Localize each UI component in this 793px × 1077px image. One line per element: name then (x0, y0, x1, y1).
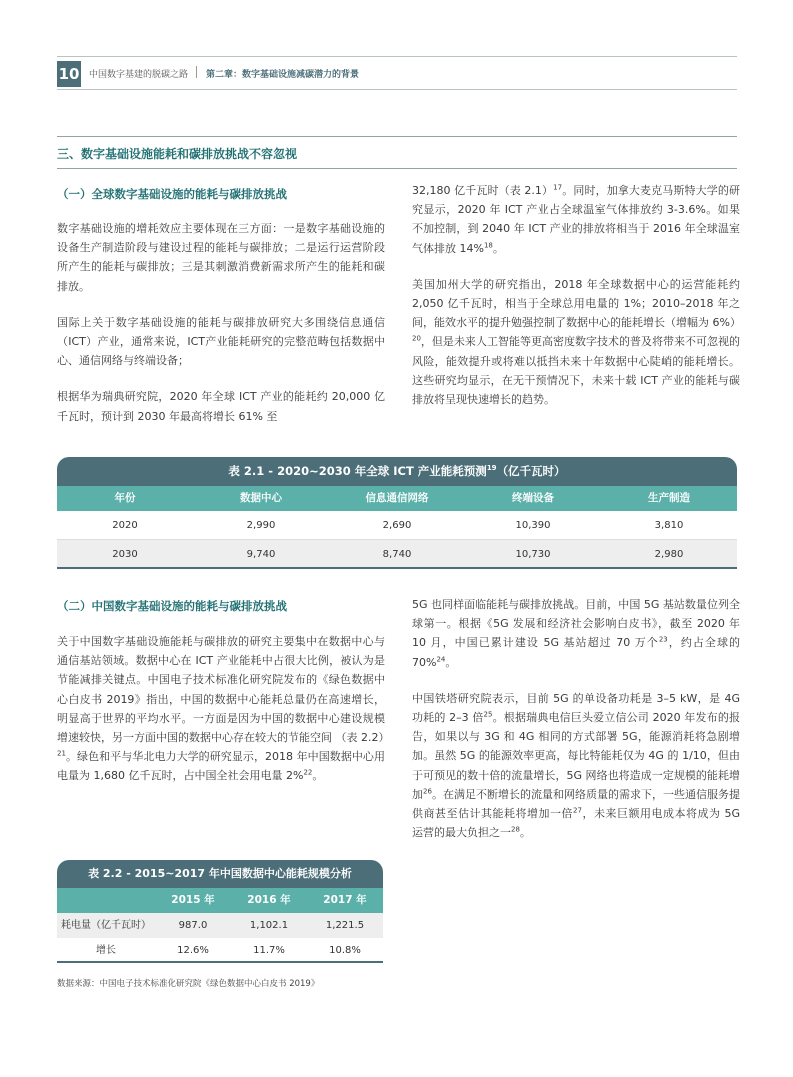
table-header-cell (57, 888, 155, 913)
table-2-1-body (57, 511, 737, 569)
table-2-1-header-row (57, 486, 737, 511)
footnote-ref: 20 (412, 334, 421, 343)
part1-left-column (57, 219, 385, 443)
table-2-1-title (57, 457, 737, 486)
footnote-ref: 24 (436, 654, 446, 663)
table-2-1 (57, 457, 737, 569)
table-header-cell: 2015 年 (171, 894, 215, 906)
table-header-cell: 数据中心 (240, 492, 282, 504)
section-top-rule (57, 136, 737, 137)
part1-right-paragraph: 32,180 亿千瓦时（表 2.1）$^{17}$。同时，加拿大麦克马斯特大学的研究显示，2020 年 ICT 产业占全球温室气体排放约 3-3.6%。如果不加控制，到 2040 年 ICT 产业的排放将相当于 2016 年全球温室气体排放 14%$^{18}$。 (412, 183, 740, 255)
part1-right-paragraph: 美国加州大学的研究指出，2018 年全球数据中心的运营能耗约 2,050 亿千瓦时，相当于全球总用电量的 1%；2010–2018 年之间，能效水平的提升勉强控制了数据中心的能耗增长（增幅为 6%）$^{20}$，但是未来人工智能等更高密度数字技术的普及将带来不可忽视的风险，能效提升或将难以抵挡未来十年数据中心陡峭的能耗增长。这些研究均显示，在无干预情况下，未来十载 ICT 产业的能耗与碳排放将呈现快速增长的趋势。 (412, 277, 741, 407)
header-top-rule (57, 56, 737, 57)
book-title: 中国数字基建的脱碳之路 (89, 70, 189, 80)
table-cell: 9,740 (246, 549, 276, 560)
table-header-cell: 年份 (114, 492, 136, 504)
header-divider (196, 66, 197, 78)
part1-subhead: （一）全球数字基础设施的能耗与碳排放挑战 (57, 187, 287, 201)
table-row (57, 540, 737, 569)
table-header-cell: 生产制造 (648, 492, 690, 504)
table-header-cell: 终端设备 (512, 492, 554, 504)
table-cell: 2,690 (382, 520, 412, 531)
part2-subhead: （二）中国数字基础设施的能耗与碳排放挑战 (57, 599, 287, 613)
table-cell: 10,730 (515, 549, 551, 560)
table-header-cell: 信息通信网络 (365, 492, 429, 504)
table-2-1-footnote-ref: 19 (486, 464, 497, 473)
table-2-1-title-text: 表 2.1 - 2020~2030 年全球 ICT 产业能耗预测 (228, 464, 487, 478)
part2-left-column (57, 632, 390, 803)
table-cell: 987.0 (178, 920, 208, 931)
table-2-1-title-unit: （亿千瓦时） (496, 464, 566, 478)
table-2-2-title: 表 2.2 - 2015~2017 年中国数据中心能耗规模分析 (57, 860, 383, 888)
footnote-ref: 23 (658, 635, 668, 644)
table-2-2-source: 数据来源：中国电子技术标准化研究院《绿色数据中心白皮书 2019》 (57, 979, 320, 989)
table-cell: 2020 (112, 520, 138, 531)
footnote-ref: 18 (483, 240, 493, 249)
chapter-title: 第二章：数字基础设施减碳潜力的背景 (206, 70, 360, 80)
table-cell: 1,221.5 (325, 920, 365, 931)
header-bottom-rule (57, 89, 737, 90)
part1-left-paragraph: 国际上关于数字基础设施的能耗与碳排放研究大多围绕信息通信（ICT）产业，通常来说，ICT产业能耗研究的完整范畴包括数据中心、通信网络与终端设备； (57, 315, 385, 368)
part2-right-paragraph: 中国铁塔研究院表示，目前 5G 的单设备功耗是 3–5 kW，是 4G 功耗的 2–3 倍$^{25}$。根据瑞典电信巨头爱立信公司 2020 年发布的报告，如果以与 3G 和 4G 相同的方式部署 5G，能源消耗将急剧增加。虽然 5G 的能源效率更高，每比特能耗仅为 4G 的 1/10，但由于可预见的数十倍的流量增长，5G 网络也将造成一定规模的能耗增加$^{26}$。在满足不断增长的流量和网络质量的需求下，一些通信服务提供商甚至估计其能耗将增加一倍$^{27}$，未来巨额用电成本将成为 5G 运营的最大负担之一$^{28}$。 (412, 691, 741, 840)
table-cell: 3,810 (654, 520, 684, 531)
table-cell: 10.8% (329, 945, 361, 956)
footnote-ref: 28 (511, 825, 520, 834)
table-cell: 11.7% (253, 945, 285, 956)
table-2-2-body (57, 913, 383, 963)
section-title: 三、数字基础设施能耗和碳排放挑战不容忽视 (57, 147, 298, 161)
table-2-2 (57, 860, 383, 963)
page-number: 10 (57, 61, 81, 87)
part1-left-paragraph: 数字基础设施的增耗效应主要体现在三方面：一是数字基础设施的设备生产制造阶段与建设过程的能耗与碳排放；二是运行运营阶段所产生的能耗与碳排放；三是其刺激消费新需求所产生的能耗和碳排放。 (57, 222, 385, 293)
table-cell: 8,740 (382, 549, 412, 560)
footnote-ref: 22 (303, 768, 313, 777)
table-2-2-header-row (57, 888, 383, 913)
footnote-ref: 26 (423, 787, 432, 796)
table-cell: 增长 (96, 945, 116, 956)
part2-left-paragraph: 关于中国数字基础设施能耗与碳排放的研究主要集中在数据中心与通信基站领域。数据中心在 ICT 产业能耗中占很大比例，被认为是节能减排关键点。中国电子技术标准化研究院发布的《绿色数据中心白皮书 2019》指出，中国的数据中心能耗总量仍在高速增长，明显高于世界的平均水平。一方面是因为中国的数据中心建设规模增速较快，另一方面中国的数据中心存在较大的节能空间 （表 2.2）$^{21}$。绿色和平与华北电力大学的研究显示，2018 年中国数据中心用电量为 1,680 亿千瓦时，占中国全社会用电量 2%$^{22}$。 (57, 635, 390, 783)
table-cell: 1,102.1 (249, 920, 289, 931)
section-bottom-rule (57, 168, 737, 169)
table-cell: 12.6% (177, 945, 209, 956)
table-cell: 耗电量（亿千瓦时） (61, 920, 151, 931)
table-cell: 10,390 (515, 520, 551, 531)
footnote-ref: 25 (483, 710, 493, 719)
table-header-cell: 2017 年 (323, 894, 367, 906)
table-row (57, 938, 383, 963)
part2-right-paragraph: 5G 也同样面临能耗与碳排放挑战。目前，中国 5G 基站数量位列全球第一。根据《5G 发展和经济社会影响白皮书》，截至 2020 年 10 月，中国已累计建设 5G 基站超过 70 万个$^{23}$，约占全球的 70%$^{24}$。 (412, 598, 740, 669)
table-cell: 2030 (112, 549, 138, 560)
footnote-ref: 27 (573, 806, 582, 815)
part1-right-column (412, 181, 740, 426)
table-header-cell: 2016 年 (247, 894, 291, 906)
part2-right-column (412, 595, 740, 859)
table-row (57, 913, 383, 938)
footnote-ref: 17 (553, 183, 563, 192)
part1-left-paragraph: 根据华为瑞典研究院，2020 年全球 ICT 产业的能耗约 20,000 亿千瓦时，预计到 2030 年最高将增长 61% 至 (57, 390, 385, 423)
table-cell: 2,980 (654, 549, 684, 560)
table-cell: 2,990 (246, 520, 276, 531)
footnote-ref: 21 (57, 749, 66, 758)
table-row (57, 511, 737, 540)
